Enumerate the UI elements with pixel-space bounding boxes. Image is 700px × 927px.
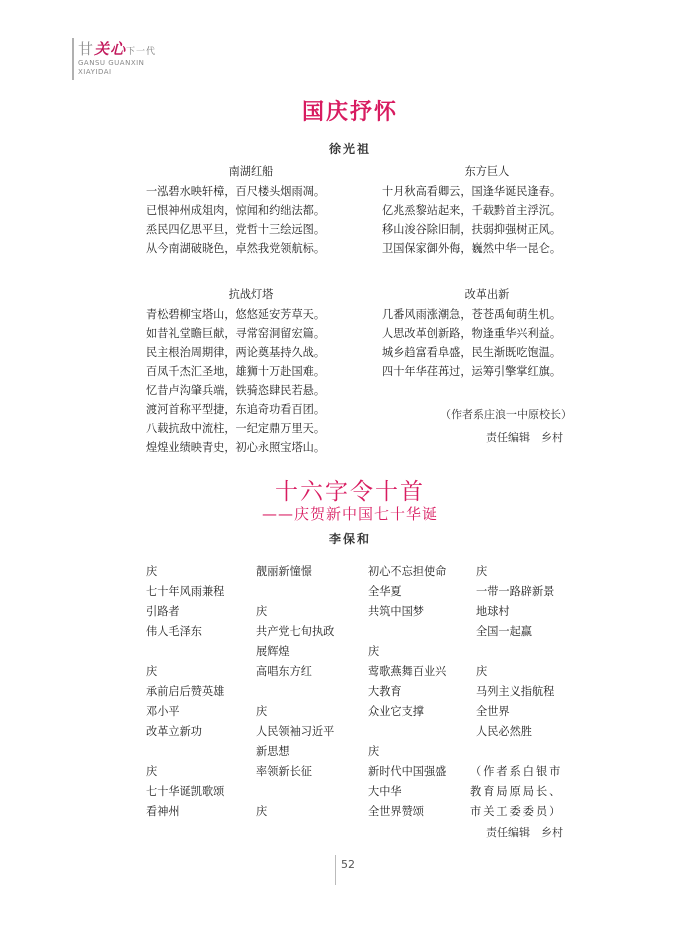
poem-cell: 大教育	[368, 685, 402, 698]
logo-title: 甘关心下一代	[78, 40, 157, 58]
poem-cell: 庆	[146, 765, 158, 778]
poem-cell: 初心不忘担使命	[368, 565, 447, 578]
poem-cell: 众业它支撑	[368, 705, 424, 718]
poem-cell: 庆	[146, 565, 158, 578]
poem1-author-note: （作者系庄浪一中原校长）	[440, 408, 572, 421]
poem-cell: 新时代中国强盛	[368, 765, 447, 778]
poem2-author-note: 市关工委委员）	[470, 805, 563, 818]
poem2-editor: 责任编辑 乡村	[486, 826, 563, 839]
poem-cell: 邓小平	[146, 705, 180, 718]
poem-cell: 伟人毛泽东	[146, 625, 202, 638]
poem-line: 已恨神州成俎肉，惊闻和约绌法都。	[146, 204, 326, 217]
poem-section-gaige	[382, 285, 592, 381]
poem-line: 渡河首称平型捷，东追奇功看百团。	[146, 403, 326, 416]
poem-cell: 庆	[368, 645, 380, 658]
poem-cell: 全华夏	[368, 585, 402, 598]
poem2-author: 李保和	[328, 532, 371, 546]
poem-line: 民主根治周期律，两论奠基持久战。	[146, 346, 326, 359]
poem2-subtitle: ——庆贺新中国七十华诞	[261, 505, 438, 523]
poem-cell: 地球村	[476, 605, 510, 618]
poem-cell: 庆	[256, 805, 268, 818]
poem-line: 亿兆烝黎站起来，千载黔首主浮沉。	[382, 204, 562, 217]
logo-bar	[72, 38, 74, 80]
poem-cell: 人民领袖习近平	[256, 725, 335, 738]
poem-line: 烝民四亿思平旦，党哲十三绘远图。	[146, 223, 326, 236]
poem-cell: 展辉煌	[256, 645, 290, 658]
poem-section-nanhu	[146, 162, 356, 258]
poem-line: 人思改革创新路，物逢重华兴利益。	[382, 327, 562, 340]
poem-cell: 庆	[256, 705, 268, 718]
poem-cell: 共产党七旬执政	[256, 625, 335, 638]
poem-cell: 七十年风雨兼程	[146, 585, 225, 598]
poem-line: 移山浚谷除旧制，扶弱抑强树正风。	[382, 223, 562, 236]
poem-cell: 全国一起赢	[476, 625, 532, 638]
poem1-editor: 责任编辑 乡村	[486, 431, 563, 444]
poem-cell: 承前启后赞英雄	[146, 685, 225, 698]
poem-line: 一泓碧水映轩樟，百尺楼头烟雨凋。	[146, 185, 326, 198]
poem2-author-note: （作者系白银市	[470, 765, 563, 778]
section-title: 抗战灯塔	[228, 288, 274, 301]
poem-cell: 莺歌燕舞百业兴	[368, 665, 447, 678]
poem-cell: 全世界	[476, 705, 510, 718]
poem1-author: 徐光祖	[328, 142, 371, 156]
poem-cell: 庆	[146, 665, 158, 678]
poem-cell: 人民必然胜	[476, 725, 532, 738]
logo-en-line2: XIAYIDAI	[78, 68, 112, 76]
poem-line: 忆昔卢沟肇兵端，铁骑恣肆民若悬。	[146, 384, 326, 397]
poem-cell: 庆	[476, 565, 488, 578]
poem-cell: 引路者	[146, 605, 180, 618]
poem-cell: 大中华	[368, 785, 402, 798]
poem-cell: 率领新长征	[256, 765, 312, 778]
poem-cell: 一带一路辟新景	[476, 585, 555, 598]
section-title: 东方巨人	[464, 165, 510, 178]
section-title: 南湖红船	[228, 165, 274, 178]
poem-line: 几番风雨涨潮急，苍苍禹甸萌生机。	[382, 308, 562, 321]
poem-cell: 共筑中国梦	[368, 605, 424, 618]
poem-line: 八载抗敌中流柱，一纪定鼎万里天。	[146, 422, 326, 435]
poem-line: 青松碧柳宝塔山，悠悠延安芳草天。	[146, 308, 326, 321]
poem-line: 从今南湖破晓色，卓然我党领航标。	[146, 242, 326, 255]
poem-line: 十月秋高看卿云，国逢华诞民逢春。	[382, 185, 562, 198]
poem-cell: 看神州	[146, 805, 180, 818]
poem-line: 如昔礼堂瞻巨献，寻常窑洞留宏篇。	[146, 327, 326, 340]
poem-section-dongfang	[382, 162, 592, 258]
poem-cell: 庆	[368, 745, 380, 758]
poem-line: 煌煌业绩映青史，初心永照宝塔山。	[146, 441, 326, 454]
section-title: 改革出新	[464, 288, 510, 301]
poem-cell: 庆	[256, 605, 268, 618]
magazine-logo	[78, 38, 178, 88]
poem-cell: 七十华诞凯歌颂	[146, 785, 225, 798]
poem-cell: 新思想	[256, 745, 290, 758]
poem2-author-note: 教育局原局长、	[470, 785, 563, 798]
poem-cell: 马列主义指航程	[476, 685, 555, 698]
poem-cell: 庆	[476, 665, 488, 678]
poem2-title: 十六字令十首	[275, 479, 425, 505]
poem1-title: 国庆抒怀	[301, 99, 398, 125]
page-number: 52	[341, 858, 355, 871]
poem-section-kangzhan	[146, 285, 356, 457]
poem-cell: 高唱东方红	[256, 665, 312, 678]
poem-cell: 全世界赞颂	[368, 805, 424, 818]
poem-line: 四十年华荏苒过，运筹引擎掌红旗。	[382, 365, 562, 378]
poem-cell: 改革立新功	[146, 725, 202, 738]
poem-cell: 靓丽新憧憬	[256, 565, 312, 578]
poem-line: 卫国保家御外侮，巍然中华一昆仑。	[382, 242, 562, 255]
logo-en-line1: GANSU GUANXIN	[78, 59, 145, 67]
poem-line: 百凤千杰汇圣地，雄狮十万赴国难。	[146, 365, 326, 378]
poem-line: 城乡趋富看阜盛，民生渐既吃饱温。	[382, 346, 562, 359]
page-divider	[335, 855, 336, 885]
